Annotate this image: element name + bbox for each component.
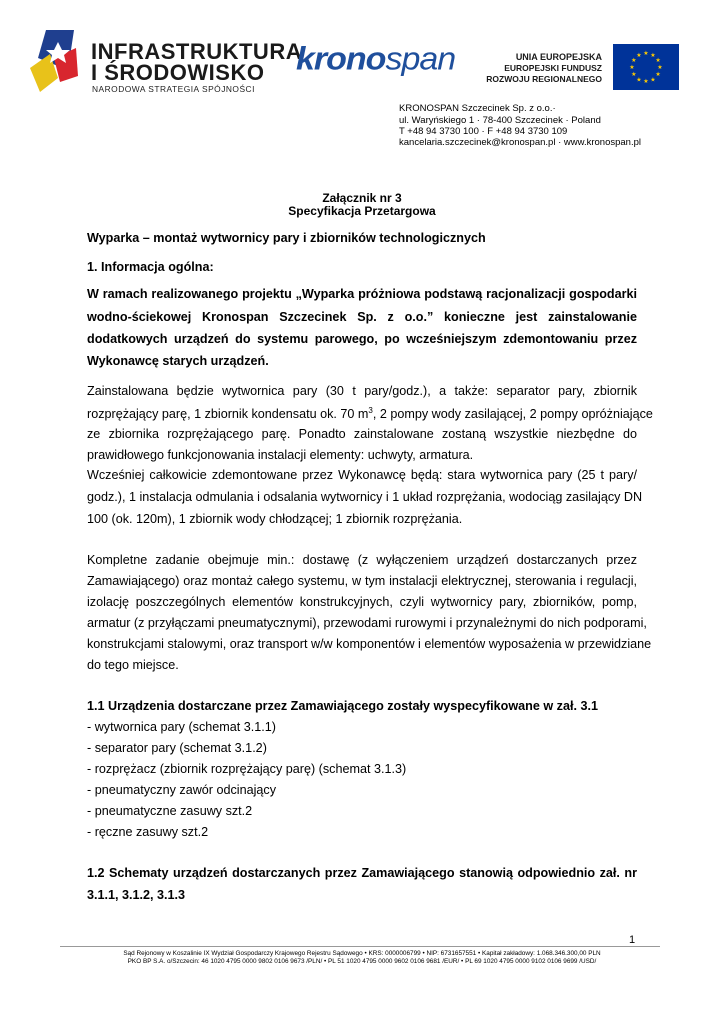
list-item: - wytwornica pary (schemat 3.1.1) bbox=[87, 720, 276, 734]
list-item: - pneumatyczny zawór odcinający bbox=[87, 783, 276, 797]
paragraph-line: Zamawiającego) oraz montaż całego systemu, w tym instalacji elektrycznej, sterowania i regulacji, bbox=[87, 574, 637, 588]
paragraph-line: do tego miejsce. bbox=[87, 658, 179, 672]
logo-title-line1: INFRASTRUKTURA bbox=[91, 39, 303, 64]
eu-label-line3: ROZWOJU REGIONALNEGO bbox=[486, 74, 602, 84]
superscript: 3 bbox=[368, 406, 373, 415]
paragraph-text: rozprężający parę, 1 zbiornik kondensatu ok. 70 m bbox=[87, 407, 369, 422]
intro-line: dodatkowych urządzeń do systemu parowego, po wcześniejszym zdemontowaniu przez bbox=[87, 332, 637, 346]
logo-subtitle: NARODOWA STRATEGIA SPÓJNOŚCI bbox=[92, 84, 255, 94]
eu-star-icon: ★ bbox=[655, 58, 661, 65]
footer-divider bbox=[60, 946, 660, 947]
paragraph-line: godz.), 1 instalacja odmulania i odsalania wytwornicy i 1 układ rozprężania, wodociąg zasilający DN bbox=[87, 490, 643, 504]
intro-line: W ramach realizowanego projektu „Wyparka próżniowa podstawą racjonalizacji gospodarki bbox=[87, 287, 637, 301]
section1-heading: 1. Informacja ogólna: bbox=[87, 260, 214, 274]
address-line1: KRONOSPAN Szczecinek Sp. z o.o.· bbox=[399, 103, 556, 114]
list-item: - ręczne zasuwy szt.2 bbox=[87, 825, 209, 839]
eu-flag-icon bbox=[613, 44, 679, 90]
address-line2: ul. Waryńskiego 1 · 78-400 Szczecinek · Poland bbox=[399, 115, 601, 126]
eu-star-icon: ★ bbox=[631, 58, 637, 65]
paragraph-text: , 2 pompy wody zasilającej, 2 pompy opróżniające bbox=[372, 407, 653, 422]
list-item: - pneumatyczne zasuwy szt.2 bbox=[87, 804, 253, 818]
intro-line: wodno-ściekowej Kronospan Szczecinek Sp. z o.o.” konieczne jest zainstalowanie bbox=[87, 310, 637, 324]
footer-line2: PKO BP S.A. o/Szczecin: 46 1020 4795 0000 9802 0106 9673 /PLN/ • PL 51 1020 4795 0000 9602 0106 9681 /EUR/ • PL 69 1020 4795 0000 9102 0106 9699 /USD/ bbox=[127, 958, 597, 965]
attachment-title: Załącznik nr 3 bbox=[322, 191, 402, 205]
paragraph-line: izolację poszczególnych elementów konstrukcyjnych, czyli wytwornicy pary, zbiorników, pomp, bbox=[87, 595, 637, 609]
eu-star-icon: ★ bbox=[657, 65, 663, 72]
paragraph-line: konstrukcjami stalowymi, oraz transport w/w komponentów i elementów wyposażenia w przewidziane bbox=[87, 637, 652, 651]
paragraph-line: Kompletne zadanie obejmuje min.: dostawę (z wyłączeniem urządzeń dostarczanych przez bbox=[87, 553, 637, 567]
kronospan-logo-bold: krono bbox=[296, 40, 386, 78]
eu-star-icon: ★ bbox=[655, 72, 661, 79]
address-line3: T +48 94 3730 100 · F +48 94 3730 109 bbox=[399, 126, 568, 137]
paragraph-line: prawidłowego funkcjonowania instalacji elementy: uchwyty, armatura. bbox=[87, 448, 474, 462]
eu-label-line1: UNIA EUROPEJSKA bbox=[515, 52, 602, 62]
eu-label-line2: EUROPEJSKI FUNDUSZ bbox=[504, 63, 602, 73]
eu-star-icon: ★ bbox=[636, 77, 642, 84]
subject-heading: Wyparka – montaż wytwornicy pary i zbiorników technologicznych bbox=[87, 231, 486, 245]
paragraph-line bbox=[87, 406, 653, 422]
address-line4: kancelaria.szczecinek@kronospan.pl · www.kronospan.pl bbox=[399, 137, 641, 148]
paragraph-line: Zainstalowana będzie wytwornica pary (30 t pary/godz.), a także: separator pary, zbiornik bbox=[87, 384, 637, 398]
list-item: - rozprężacz (zbiornik rozprężający parę) (schemat 3.1.3) bbox=[87, 762, 407, 776]
logo-title-line2: I ŚRODOWISKO bbox=[91, 60, 265, 85]
paragraph-line: Wcześniej całkowicie zdemontowane przez Wykonawcę będą: stara wytwornica pary (25 t pary/ bbox=[87, 468, 637, 482]
eu-star-icon: ★ bbox=[650, 53, 656, 60]
paragraph-line: ze zbiornika rozprężającego parę. Ponadto zainstalowane zostaną wszystkie niezbędne do bbox=[87, 427, 637, 441]
section12-heading: 1.2 Schematy urządzeń dostarczanych przez Zamawiającego stanowią odpowiednio zał. nr bbox=[87, 866, 637, 880]
eu-star-icon: ★ bbox=[629, 65, 635, 72]
section12-heading-cont: 3.1.1, 3.1.2, 3.1.3 bbox=[87, 888, 186, 902]
intro-line: Wykonawcę starych urządzeń. bbox=[87, 354, 269, 368]
kronospan-logo-light: span bbox=[385, 40, 456, 78]
eu-star-icon: ★ bbox=[643, 79, 649, 86]
list-item: - separator pary (schemat 3.1.2) bbox=[87, 741, 267, 755]
page-number: 1 bbox=[629, 934, 636, 946]
paragraph-line: armatur (z przyłączami pneumatycznymi), przewodami rurowymi i przynależnymi do nich podporami, bbox=[87, 616, 647, 630]
eu-star-icon: ★ bbox=[643, 51, 649, 58]
paragraph-line: 100 (ok. 120m), 1 zbiornik wody chłodzącej; 1 zbiornik rozprężania. bbox=[87, 512, 463, 526]
footer-line1: Sąd Rejonowy w Koszalinie IX Wydział Gospodarczy Krajowego Rejestru Sądowego • KRS: 0000006799 • NIP: 6731657551 • Kapitał zakładowy: 1.068.346.300,00 PLN bbox=[123, 950, 601, 957]
section11-heading: 1.1 Urządzenia dostarczane przez Zamawiającego zostały wyspecyfikowane w zał. 3.1 bbox=[87, 699, 598, 713]
eu-star-icon: ★ bbox=[650, 77, 656, 84]
kronospan-logo bbox=[296, 41, 455, 78]
document-title: Specyfikacja Przetargowa bbox=[288, 204, 436, 218]
eu-star-icon: ★ bbox=[636, 53, 642, 60]
eu-star-icon: ★ bbox=[631, 72, 637, 79]
